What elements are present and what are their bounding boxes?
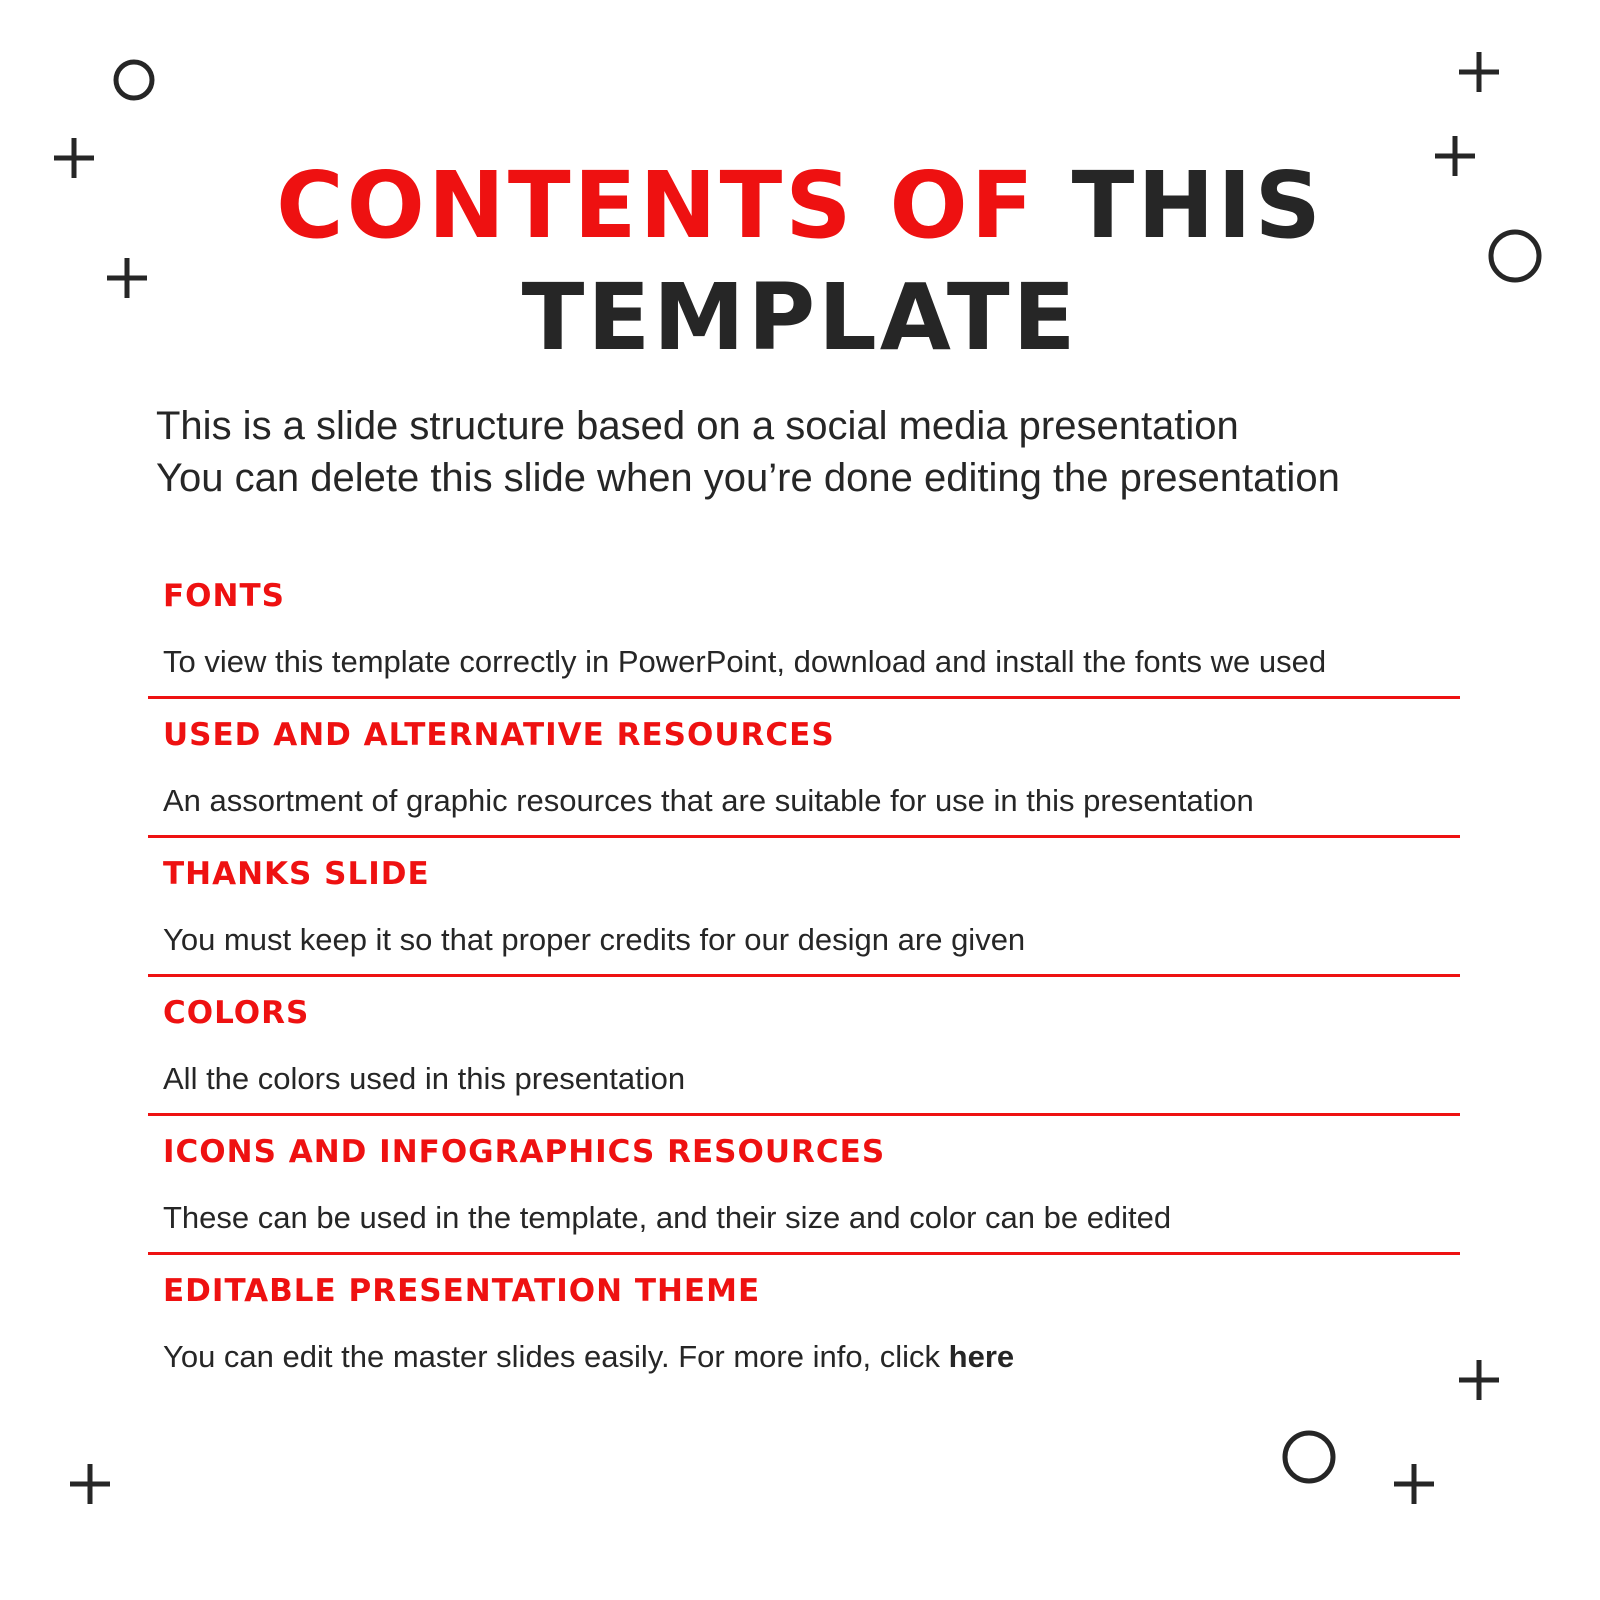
contents-list <box>148 560 1460 1394</box>
intro-line-2: You can delete this slide when you’re done editing the presentation <box>156 456 1340 500</box>
title-accent: CONTENTS OF <box>276 152 1037 259</box>
circle-icon <box>112 58 156 102</box>
intro-line-1: This is a slide structure based on a social media presentation <box>156 404 1239 448</box>
title-rest: THIS <box>1071 152 1324 259</box>
intro-text <box>156 400 1456 504</box>
list-item-colors <box>148 977 1460 1116</box>
item-heading: ICONS AND INFOGRAPHICS RESOURCES <box>163 1134 886 1170</box>
item-description: To view this template correctly in PowerPoint, download and install the fonts we used <box>163 644 1327 679</box>
here-link[interactable]: here <box>948 1339 1015 1374</box>
item-description: An assortment of graphic resources that are suitable for use in this presentation <box>163 783 1254 818</box>
item-description: These can be used in the template, and their size and color can be edited <box>163 1200 1172 1235</box>
list-item-thanks-slide <box>148 838 1460 977</box>
item-heading: USED AND ALTERNATIVE RESOURCES <box>163 717 835 753</box>
list-item-icons <box>148 1116 1460 1255</box>
item-heading: COLORS <box>163 995 310 1031</box>
list-item-resources <box>148 699 1460 838</box>
plus-icon <box>1457 50 1501 94</box>
title-line2: TEMPLATE <box>521 264 1079 371</box>
list-item-fonts <box>148 560 1460 699</box>
item-description <box>163 1339 1014 1375</box>
list-item-editable-theme <box>148 1255 1460 1394</box>
item-description-text: You can edit the master slides easily. For more info, click <box>163 1339 949 1374</box>
item-description: You must keep it so that proper credits for our design are given <box>163 922 1026 957</box>
plus-icon <box>1457 1358 1501 1402</box>
page-title <box>0 150 1600 374</box>
circle-icon <box>1281 1429 1337 1485</box>
item-heading: FONTS <box>163 578 285 614</box>
item-heading: THANKS SLIDE <box>163 856 430 892</box>
item-description: All the colors used in this presentation <box>163 1061 686 1096</box>
item-heading: EDITABLE PRESENTATION THEME <box>163 1273 761 1309</box>
plus-icon <box>68 1462 112 1506</box>
plus-icon <box>1392 1462 1436 1506</box>
